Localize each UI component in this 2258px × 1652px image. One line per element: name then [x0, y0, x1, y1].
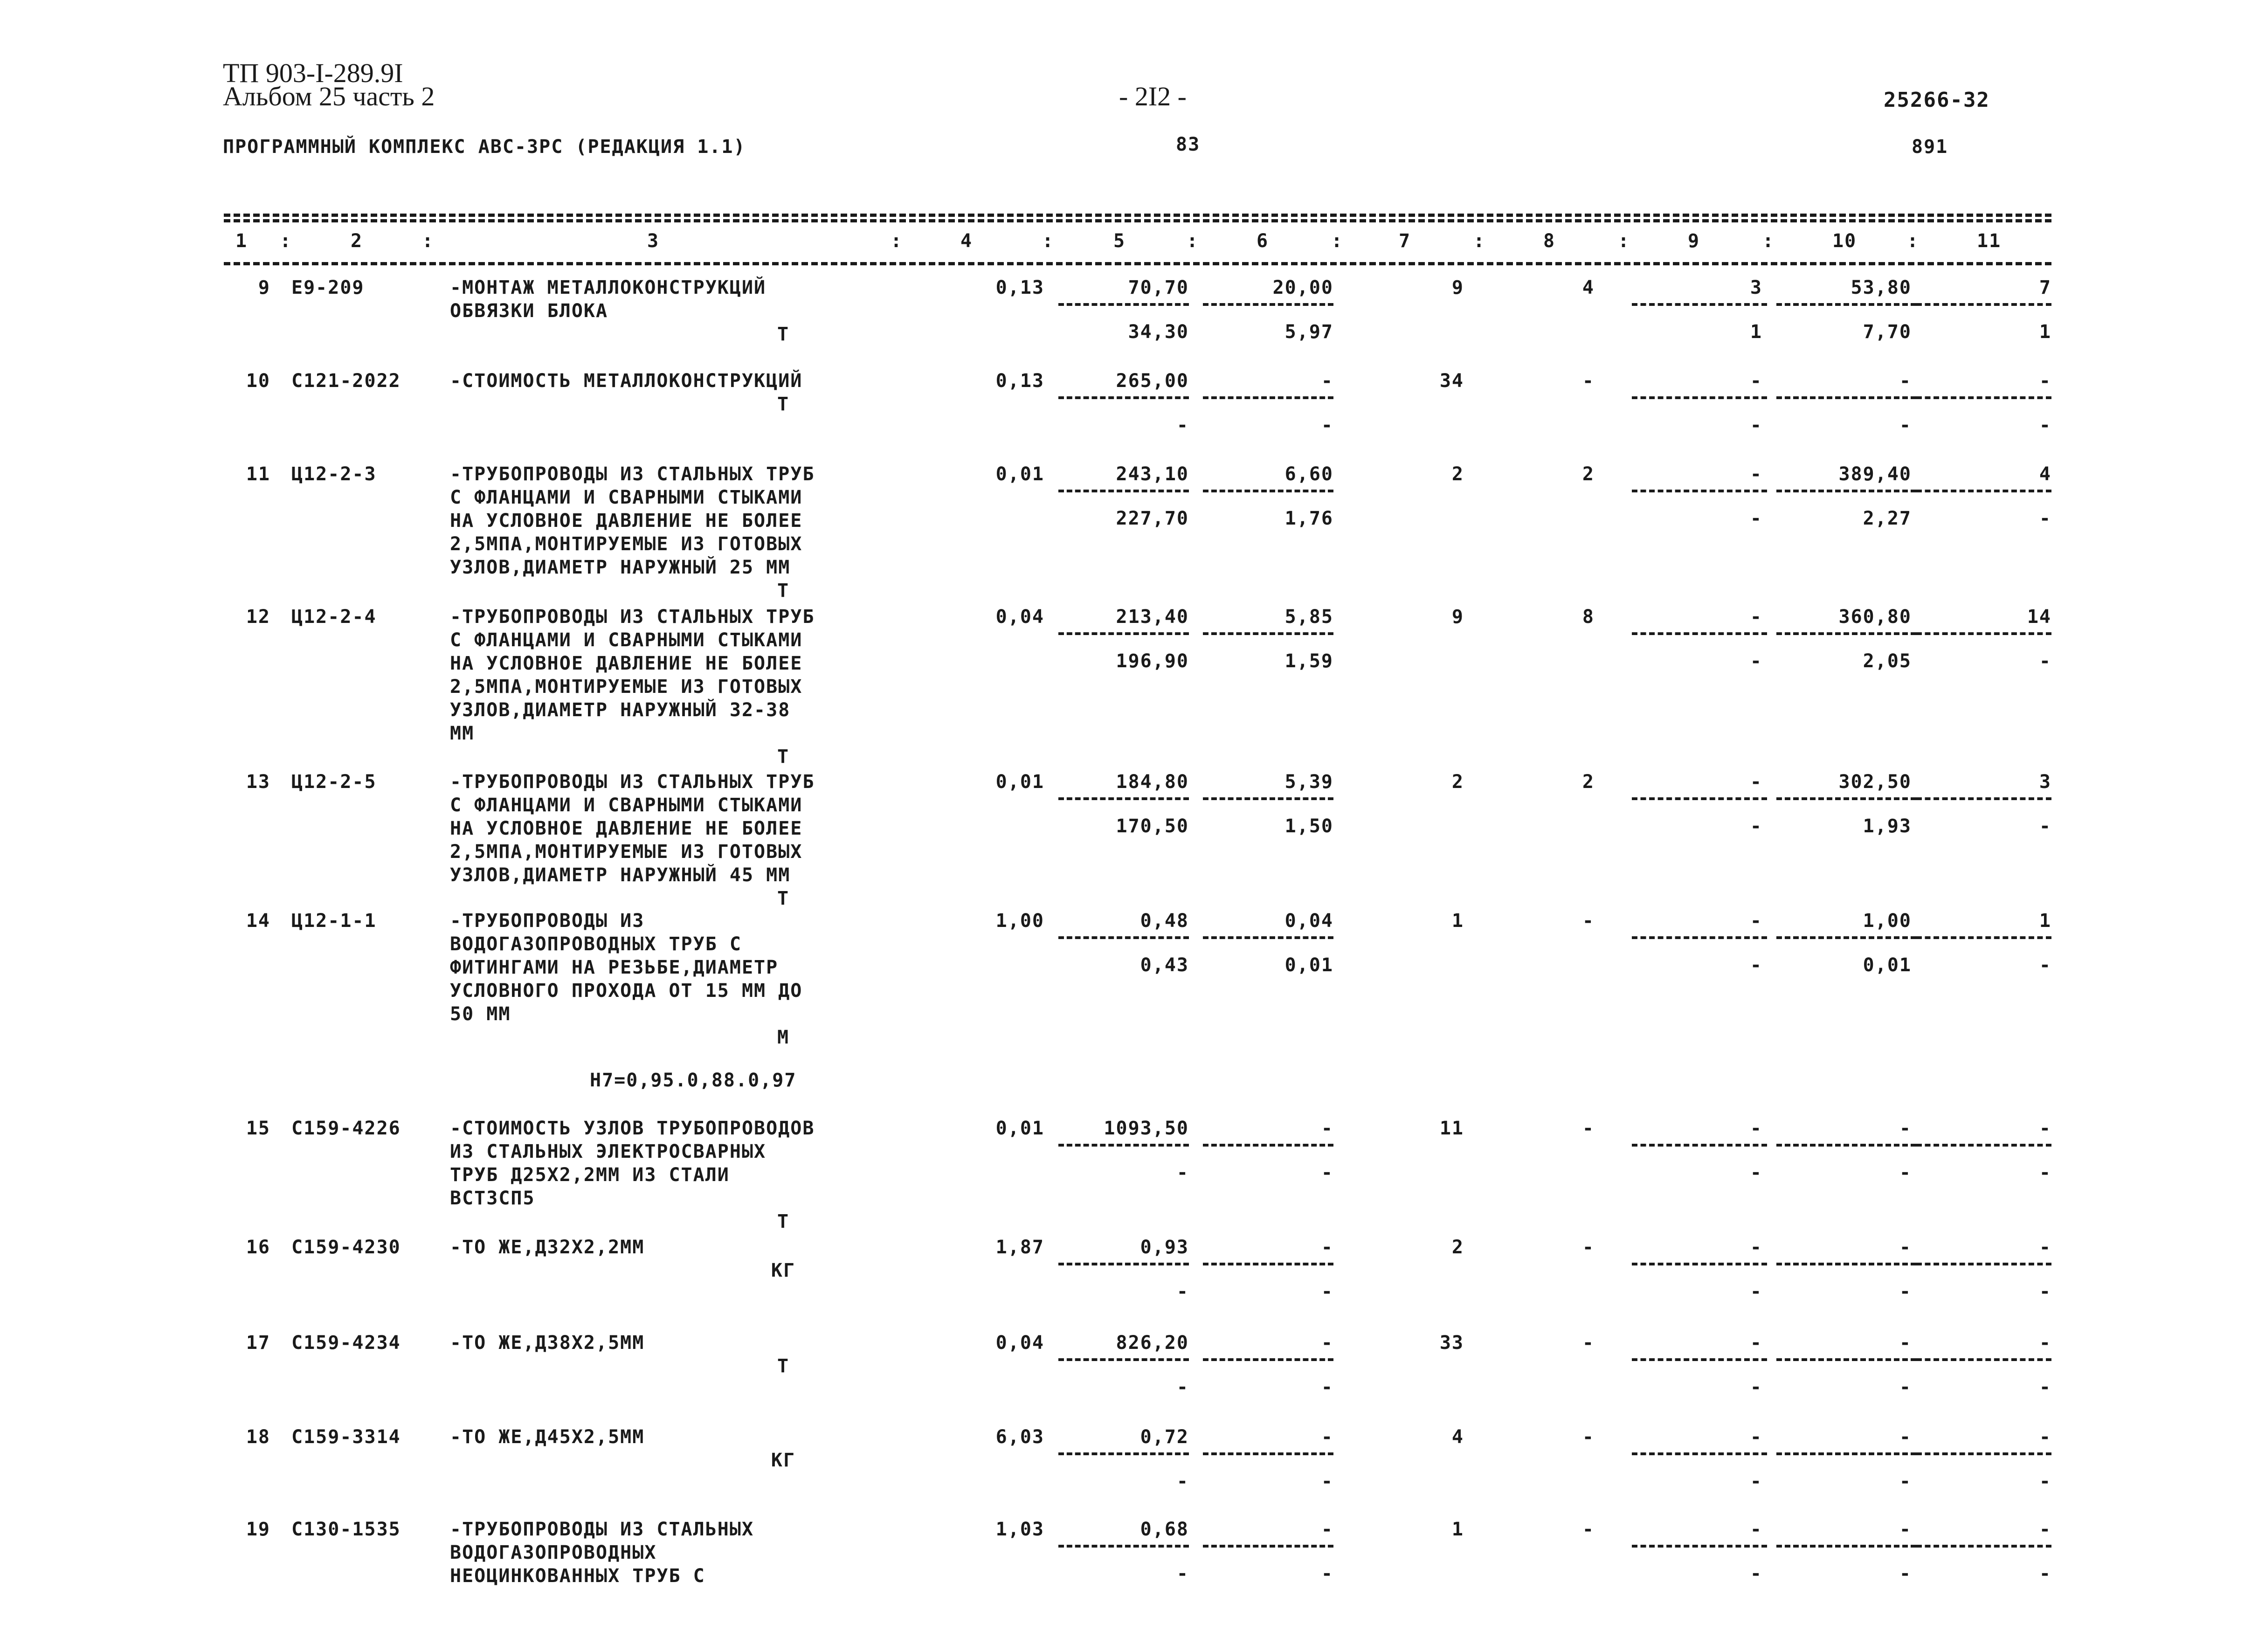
labor-cost-machines: - [1899, 1471, 1912, 1492]
work-description: -ТРУБОПРОВОДЫ ИЗ СТАЛЬНЫХ ВОДОГАЗОПРОВОДНЫХ НЕОЦИНКОВАННЫХ ТРУБ С [450, 1519, 754, 1587]
cell-divider [1916, 1358, 2051, 1361]
quantity: 1,03 [995, 1519, 1044, 1540]
table-top-rule-2 [224, 219, 2051, 222]
norm-code: Ц12-1-1 [291, 910, 377, 932]
quantity: 6,03 [995, 1426, 1044, 1448]
album-label: Альбом 25 часть 2 [223, 81, 435, 111]
labor-cost: 389,40 [1838, 463, 1912, 485]
cell-divider [1203, 1545, 1333, 1548]
labor-cost: - [1899, 1118, 1912, 1139]
unit-cost-machines: - [1176, 1563, 1189, 1584]
cell-divider [1632, 1263, 1767, 1265]
quantity: 0,04 [995, 606, 1044, 628]
labor-total-machines: - [2039, 1162, 2051, 1183]
cell-divider [1203, 1144, 1333, 1147]
total-cost: 2 [1451, 1237, 1464, 1258]
total-cost: 11 [1439, 1118, 1464, 1139]
labor-cost-machines: 7,70 [1863, 321, 1912, 343]
labor-cost: - [1899, 370, 1912, 392]
total-wages: - [1582, 910, 1595, 932]
machine-cost: - [1750, 1332, 1762, 1354]
unit-cost-wages: - [1321, 1237, 1333, 1258]
machine-cost-wages: - [1750, 1281, 1762, 1302]
labor-total: 1 [2039, 910, 2051, 932]
cell-divider [1916, 490, 2051, 492]
cell-divider [1058, 1545, 1189, 1548]
total-cost: 2 [1451, 463, 1464, 485]
unit-cost-machine-wages: - [1321, 1376, 1333, 1398]
machine-cost: - [1750, 463, 1762, 485]
row-number: 15 [246, 1118, 270, 1139]
unit-cost-wages: 0,04 [1284, 910, 1333, 932]
col-header-sep: : [1331, 230, 1344, 252]
unit-of-measure: КГ [771, 1450, 796, 1471]
cell-divider [1203, 1452, 1333, 1455]
cell-divider [1916, 632, 2051, 635]
total-wages: - [1582, 1519, 1595, 1540]
col-header-1: 1 [235, 230, 248, 252]
cell-divider [1058, 1263, 1189, 1265]
col-header-sep: : [1473, 230, 1486, 252]
total-wages: - [1582, 370, 1595, 392]
row-number: 13 [246, 771, 270, 793]
quantity: 1,87 [995, 1237, 1044, 1258]
row-number: 17 [246, 1332, 270, 1354]
quantity: 0,01 [995, 463, 1044, 485]
unit-cost-machines: 227,70 [1116, 508, 1189, 529]
cell-divider [1916, 303, 2051, 306]
col-header-2: 2 [351, 230, 363, 252]
row-number: 10 [246, 370, 270, 392]
cell-divider [1058, 1358, 1189, 1361]
unit-of-measure: Т [777, 324, 790, 345]
machine-cost: 3 [1750, 277, 1762, 298]
machine-cost: - [1750, 1519, 1762, 1540]
labor-cost: 53,80 [1851, 277, 1912, 298]
cell-divider [1203, 632, 1333, 635]
unit-cost-wages: - [1321, 1426, 1333, 1448]
unit-cost-total: 265,00 [1116, 370, 1189, 392]
unit-cost-total: 0,48 [1140, 910, 1189, 932]
cell-divider [1632, 396, 1767, 399]
row-number: 19 [246, 1519, 270, 1540]
work-description: -ТРУБОПРОВОДЫ ИЗ ВОДОГАЗОПРОВОДНЫХ ТРУБ С ФИТИНГАМИ НА РЕЗЬБЕ,ДИАМЕТР УСЛОВНОГО ПРОХОДА ОТ 15 ММ ДО 50 ММ [450, 910, 803, 1025]
total-wages: - [1582, 1118, 1595, 1139]
unit-of-measure: Т [777, 1211, 790, 1232]
labor-total: 4 [2039, 463, 2051, 485]
unit-cost-machines: 196,90 [1116, 650, 1189, 672]
unit-cost-wages: 6,60 [1284, 463, 1333, 485]
total-wages: 2 [1582, 463, 1595, 485]
unit-cost-machines: 34,30 [1128, 321, 1189, 343]
table-top-rule [224, 214, 2051, 217]
cell-divider [1916, 396, 2051, 399]
total-cost: 1 [1451, 1519, 1464, 1540]
cell-divider [1058, 632, 1189, 635]
norm-code: С159-4230 [291, 1237, 401, 1258]
total-wages: 4 [1582, 277, 1595, 298]
sheet-number-right: 891 [1912, 136, 1948, 158]
machine-cost: - [1750, 1237, 1762, 1258]
norm-code: С159-4226 [291, 1118, 401, 1139]
unit-of-measure: Т [777, 746, 790, 767]
total-wages: - [1582, 1237, 1595, 1258]
work-description: -ТРУБОПРОВОДЫ ИЗ СТАЛЬНЫХ ТРУБ С ФЛАНЦАМИ И СВАРНЫМИ СТЫКАМИ НА УСЛОВНОЕ ДАВЛЕНИЕ НЕ БОЛЕЕ 2,5МПА,МОНТИРУЕМЫЕ ИЗ ГОТОВЫХ УЗЛОВ,ДИАМЕТР НАРУЖНЫЙ 32-38 ММ [450, 606, 815, 744]
unit-cost-wages: - [1321, 1332, 1333, 1354]
norm-code: С159-3314 [291, 1426, 401, 1448]
unit-cost-total: 0,72 [1140, 1426, 1189, 1448]
unit-cost-machine-wages: 5,97 [1284, 321, 1333, 343]
cell-divider [1203, 1263, 1333, 1265]
unit-cost-total: 213,40 [1116, 606, 1189, 628]
machine-cost: - [1750, 771, 1762, 793]
total-wages: 2 [1582, 771, 1595, 793]
labor-cost: - [1899, 1237, 1912, 1258]
quantity: 0,13 [995, 277, 1044, 298]
machine-cost-wages: - [1750, 1162, 1762, 1183]
labor-cost-machines: 1,93 [1863, 816, 1912, 837]
machine-cost-wages: - [1750, 1563, 1762, 1584]
work-description: -ТРУБОПРОВОДЫ ИЗ СТАЛЬНЫХ ТРУБ С ФЛАНЦАМИ И СВАРНЫМИ СТЫКАМИ НА УСЛОВНОЕ ДАВЛЕНИЕ НЕ БОЛЕЕ 2,5МПА,МОНТИРУЕМЫЕ ИЗ ГОТОВЫХ УЗЛОВ,ДИАМЕТР НАРУЖНЫЙ 25 ММ [450, 463, 815, 578]
cell-divider [1776, 797, 1916, 800]
unit-of-measure: М [777, 1027, 790, 1048]
quantity: 0,13 [995, 370, 1044, 392]
column-header-row [0, 229, 2258, 253]
labor-total: - [2039, 1332, 2051, 1354]
cell-divider [1058, 303, 1189, 306]
labor-total-machines: - [2039, 1376, 2051, 1398]
cell-divider [1916, 797, 2051, 800]
cell-divider [1776, 490, 1916, 492]
quantity: 0,01 [995, 771, 1044, 793]
total-wages: 8 [1582, 606, 1595, 628]
quantity: 1,00 [995, 910, 1044, 932]
machine-cost-wages: - [1750, 1471, 1762, 1492]
labor-cost-machines: - [1899, 1563, 1912, 1584]
page-number: - 2I2 - [1119, 81, 1187, 111]
unit-cost-machines: 0,43 [1140, 954, 1189, 976]
machine-cost: - [1750, 606, 1762, 628]
machine-cost-wages: - [1750, 1376, 1762, 1398]
table-header-rule [224, 262, 2051, 265]
norm-code: С130-1535 [291, 1519, 401, 1540]
work-description: -МОНТАЖ МЕТАЛЛОКОНСТРУКЦИЙ ОБВЯЗКИ БЛОКА [450, 277, 766, 322]
row-number: 12 [246, 606, 270, 628]
cell-divider [1776, 1452, 1916, 1455]
col-header-sep: : [1187, 230, 1199, 252]
labor-cost-machines: - [1899, 1162, 1912, 1183]
col-header-11: 11 [1977, 230, 2002, 252]
sheet-number: 83 [1176, 134, 1201, 155]
unit-cost-wages: 5,39 [1284, 771, 1333, 793]
labor-cost: - [1899, 1519, 1912, 1540]
work-description: -СТОИМОСТЬ МЕТАЛЛОКОНСТРУКЦИЙ [450, 370, 803, 392]
cell-divider [1632, 936, 1767, 939]
total-wages: - [1582, 1426, 1595, 1448]
unit-cost-machines: - [1176, 1162, 1189, 1183]
machine-cost: - [1750, 1118, 1762, 1139]
machine-cost: - [1750, 370, 1762, 392]
labor-total: - [2039, 1519, 2051, 1540]
total-cost: 2 [1451, 771, 1464, 793]
labor-cost: - [1899, 1426, 1912, 1448]
quantity: 0,01 [995, 1118, 1044, 1139]
row-number: 16 [246, 1237, 270, 1258]
cell-divider [1776, 1545, 1916, 1548]
col-header-3: 3 [647, 230, 660, 252]
labor-cost: 360,80 [1838, 606, 1912, 628]
unit-cost-machine-wages: - [1321, 1471, 1333, 1492]
cell-divider [1058, 1452, 1189, 1455]
unit-cost-total: 70,70 [1128, 277, 1189, 298]
row-number: 14 [246, 910, 270, 932]
labor-cost: 1,00 [1863, 910, 1912, 932]
cell-divider [1776, 632, 1916, 635]
labor-total-machines: - [2039, 816, 2051, 837]
work-description: -ТО ЖЕ,Д45Х2,5ММ [450, 1426, 645, 1448]
cell-divider [1058, 490, 1189, 492]
labor-total: 7 [2039, 277, 2051, 298]
labor-cost-machines: 0,01 [1863, 954, 1912, 976]
labor-total-machines: - [2039, 415, 2051, 436]
cell-divider [1916, 1263, 2051, 1265]
unit-cost-wages: 5,85 [1284, 606, 1333, 628]
unit-cost-total: 243,10 [1116, 463, 1189, 485]
labor-total-machines: - [2039, 954, 2051, 976]
unit-cost-machines: - [1176, 1281, 1189, 1302]
labor-cost: - [1899, 1332, 1912, 1354]
machine-cost: - [1750, 1426, 1762, 1448]
registration-number: 25266-32 [1884, 88, 1990, 112]
cell-divider [1776, 1144, 1916, 1147]
unit-cost-total: 184,80 [1116, 771, 1189, 793]
unit-cost-machine-wages: 1,59 [1284, 650, 1333, 672]
unit-cost-wages: - [1321, 370, 1333, 392]
col-header-sep: : [422, 230, 435, 252]
col-header-sep: : [891, 230, 903, 252]
col-header-sep: : [1042, 230, 1055, 252]
labor-cost-machines: 2,05 [1863, 650, 1912, 672]
cell-divider [1632, 1545, 1767, 1548]
work-description: -ТО ЖЕ,Д38Х2,5ММ [450, 1332, 645, 1354]
unit-cost-machines: 170,50 [1116, 816, 1189, 837]
col-header-sep: : [1907, 230, 1920, 252]
unit-cost-machine-wages: 1,50 [1284, 816, 1333, 837]
unit-cost-total: 0,68 [1140, 1519, 1189, 1540]
norm-code: С121-2022 [291, 370, 401, 392]
norm-code: Ц12-2-4 [291, 606, 377, 628]
work-description: -ТРУБОПРОВОДЫ ИЗ СТАЛЬНЫХ ТРУБ С ФЛАНЦАМИ И СВАРНЫМИ СТЫКАМИ НА УСЛОВНОЕ ДАВЛЕНИЕ НЕ БОЛЕЕ 2,5МПА,МОНТИРУЕМЫЕ ИЗ ГОТОВЫХ УЗЛОВ,ДИАМЕТР НАРУЖНЫЙ 45 ММ [450, 771, 815, 886]
cell-divider [1632, 1358, 1767, 1361]
cell-divider [1776, 1263, 1916, 1265]
col-header-sep: : [1762, 230, 1775, 252]
row-number: 11 [246, 463, 270, 485]
cell-divider [1632, 490, 1767, 492]
col-header-9: 9 [1688, 230, 1700, 252]
labor-cost-machines: 2,27 [1863, 508, 1912, 529]
col-header-6: 6 [1257, 230, 1269, 252]
labor-cost-machines: - [1899, 1376, 1912, 1398]
total-cost: 1 [1451, 910, 1464, 932]
labor-total: 3 [2039, 771, 2051, 793]
unit-of-measure: Т [777, 1355, 790, 1377]
col-header-4: 4 [960, 230, 973, 252]
cell-divider [1203, 797, 1333, 800]
unit-cost-wages: - [1321, 1118, 1333, 1139]
cell-divider [1203, 490, 1333, 492]
labor-total-machines: 1 [2039, 321, 2051, 343]
machine-cost-wages: - [1750, 954, 1762, 976]
cell-divider [1776, 303, 1916, 306]
unit-cost-total: 1093,50 [1104, 1118, 1189, 1139]
labor-total: - [2039, 370, 2051, 392]
unit-cost-machines: - [1176, 1471, 1189, 1492]
labor-total-machines: - [2039, 1563, 2051, 1584]
machine-cost: - [1750, 910, 1762, 932]
cell-divider [1632, 1452, 1767, 1455]
cell-divider [1916, 1545, 2051, 1548]
labor-cost: 302,50 [1838, 771, 1912, 793]
unit-cost-machine-wages: - [1321, 1281, 1333, 1302]
norm-code: Ц12-2-5 [291, 771, 377, 793]
quantity: 0,04 [995, 1332, 1044, 1354]
unit-cost-wages: - [1321, 1519, 1333, 1540]
col-header-8: 8 [1543, 230, 1556, 252]
unit-cost-machine-wages: 1,76 [1284, 508, 1333, 529]
machine-cost-wages: - [1750, 508, 1762, 529]
machine-cost-wages: 1 [1750, 321, 1762, 343]
unit-of-measure: КГ [771, 1260, 796, 1281]
labor-total: - [2039, 1118, 2051, 1139]
cell-divider [1203, 936, 1333, 939]
coefficient-note: Н7=0,95.0,88.0,97 [590, 1070, 797, 1091]
unit-cost-wages: 20,00 [1272, 277, 1333, 298]
machine-cost-wages: - [1750, 650, 1762, 672]
labor-cost-machines: - [1899, 415, 1912, 436]
labor-total-machines: - [2039, 650, 2051, 672]
labor-cost-machines: - [1899, 1281, 1912, 1302]
norm-code: Е9-209 [291, 277, 365, 298]
machine-cost-wages: - [1750, 415, 1762, 436]
document-code: ТП 903-I-289.9I [223, 58, 403, 88]
labor-total: - [2039, 1426, 2051, 1448]
cell-divider [1916, 1144, 2051, 1147]
cell-divider [1776, 396, 1916, 399]
row-number: 18 [246, 1426, 270, 1448]
col-header-7: 7 [1399, 230, 1411, 252]
cell-divider [1632, 303, 1767, 306]
unit-of-measure: Т [777, 580, 790, 601]
cell-divider [1916, 1452, 2051, 1455]
unit-cost-machines: - [1176, 1376, 1189, 1398]
col-header-10: 10 [1832, 230, 1857, 252]
unit-cost-machine-wages: - [1321, 415, 1333, 436]
cell-divider [1632, 1144, 1767, 1147]
unit-cost-machine-wages: - [1321, 1162, 1333, 1183]
unit-of-measure: Т [777, 394, 790, 415]
norm-code: С159-4234 [291, 1332, 401, 1354]
unit-cost-total: 0,93 [1140, 1237, 1189, 1258]
work-description: -СТОИМОСТЬ УЗЛОВ ТРУБОПРОВОДОВ ИЗ СТАЛЬНЫХ ЭЛЕКТРОСВАРНЫХ ТРУБ Д25Х2,2ММ ИЗ СТАЛИ ВСТ3СП5 [450, 1118, 815, 1209]
total-cost: 9 [1451, 277, 1464, 298]
unit-cost-machine-wages: 0,01 [1284, 954, 1333, 976]
col-header-5: 5 [1113, 230, 1126, 252]
labor-total-machines: - [2039, 508, 2051, 529]
work-description: -ТО ЖЕ,Д32Х2,2ММ [450, 1237, 645, 1258]
total-wages: - [1582, 1332, 1595, 1354]
cell-divider [1058, 797, 1189, 800]
unit-cost-machine-wages: - [1321, 1563, 1333, 1584]
labor-total: 14 [2027, 606, 2051, 628]
unit-of-measure: Т [777, 888, 790, 909]
cell-divider [1203, 1358, 1333, 1361]
cell-divider [1916, 936, 2051, 939]
total-cost: 4 [1451, 1426, 1464, 1448]
machine-cost-wages: - [1750, 816, 1762, 837]
cell-divider [1058, 396, 1189, 399]
total-cost: 33 [1439, 1332, 1464, 1354]
program-title: ПРОГРАММНЫЙ КОМПЛЕКС АВС-3РС (РЕДАКЦИЯ 1.1) [223, 136, 746, 158]
unit-cost-machines: - [1176, 415, 1189, 436]
cell-divider [1776, 936, 1916, 939]
row-number: 9 [258, 277, 270, 298]
cell-divider [1632, 797, 1767, 800]
cell-divider [1058, 1144, 1189, 1147]
total-cost: 9 [1451, 606, 1464, 628]
labor-total-machines: - [2039, 1281, 2051, 1302]
labor-total: - [2039, 1237, 2051, 1258]
cell-divider [1203, 303, 1333, 306]
labor-total-machines: - [2039, 1471, 2051, 1492]
col-header-sep: : [1618, 230, 1630, 252]
col-header-sep: : [280, 230, 292, 252]
cell-divider [1058, 936, 1189, 939]
unit-cost-total: 826,20 [1116, 1332, 1189, 1354]
cell-divider [1776, 1358, 1916, 1361]
cell-divider [1632, 632, 1767, 635]
cell-divider [1203, 396, 1333, 399]
total-cost: 34 [1439, 370, 1464, 392]
norm-code: Ц12-2-3 [291, 463, 377, 485]
